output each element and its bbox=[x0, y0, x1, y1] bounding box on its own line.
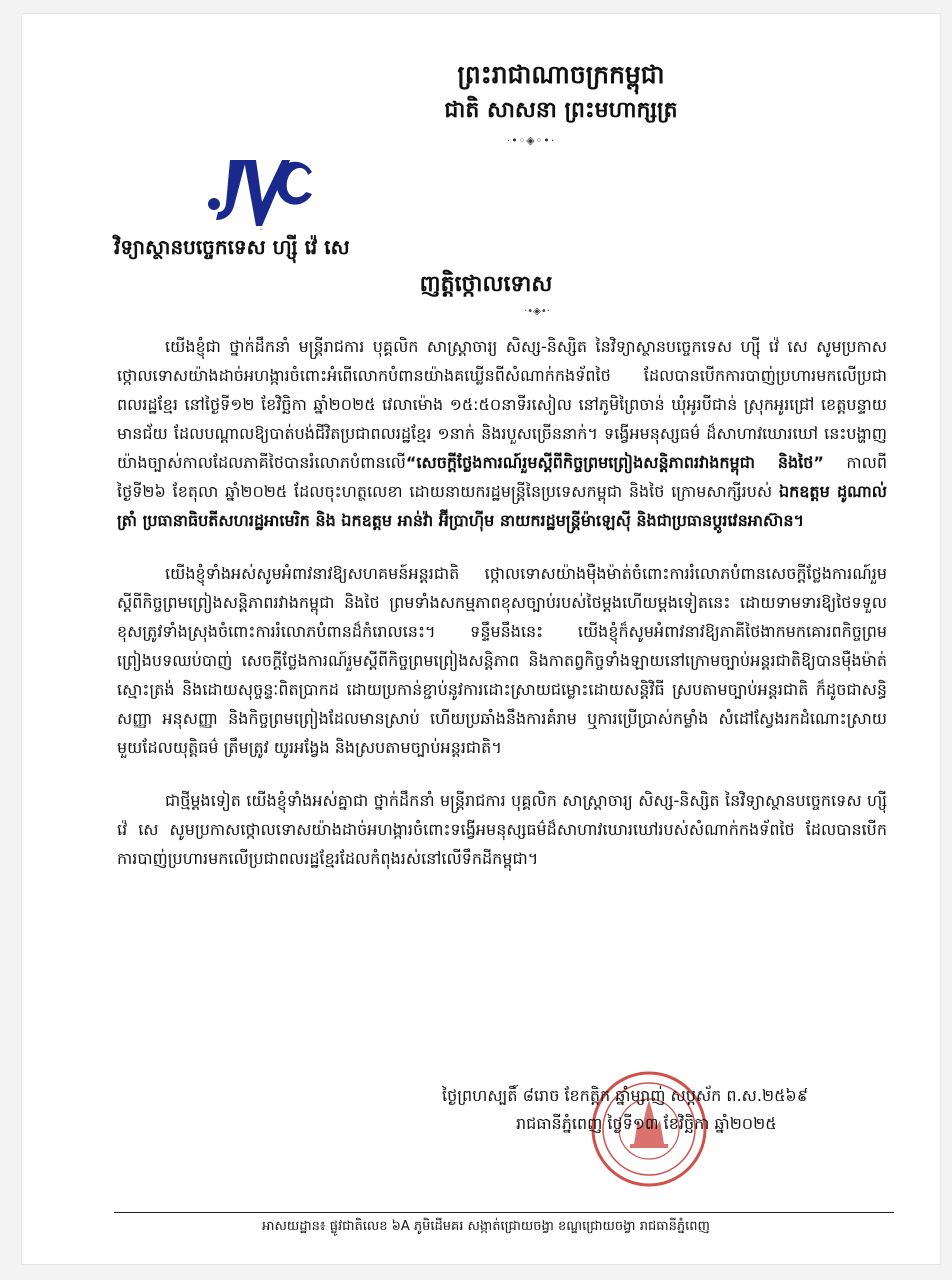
paragraph-2: យើងខ្ញុំទាំងអស់សូមអំពាវនាវឱ្យសហគមន៍អន្តរជាតិ ថ្កោលទោសយ៉ាងម៉ឺងម៉ាត់ចំពោះការរំលោភបំពានសេចក្តីថ្លែងការណ៍រួមស្តីពីកិច្ចព្រមព្រៀងសន្តិភាពរវាងកម្ពុជា និងថៃ ព្រមទាំងសកម្មភាពខុសច្បាប់របស់ថៃម្តងហើយម្តងទៀតនេះ ដោយទាមទារឱ្យថៃទទួលខុសត្រូវទាំងស្រុងចំពោះការរំលោភបំពានដ៏កំរោលនេះ។ ទន្ទឹមនឹងនេះ យើងខ្ញុំក៏សូមអំពាវនាវឱ្យភាគីថៃងាកមកគោរពកិច្ចព្រមព្រៀងបទឈប់បាញ់ សេចក្តីថ្លែងការណ៍រួមស្តីពីកិច្ចព្រមព្រៀងសន្តិភាព និងកាតព្វកិច្ចទាំងឡាយនៅក្រោមច្បាប់អន្តរជាតិឱ្យបានម៉ឺងម៉ាត់ ស្មោះត្រង់ និងដោយសុច្ចន្ទៈពិតប្រាកដ ដោយប្រកាន់ខ្ជាប់នូវការដោះស្រាយជម្លោះដោយសន្តិវិធី ស្របតាមច្បាប់អន្តរជាតិ ក៏ដូចជាសន្ធិសញ្ញា អនុសញ្ញា និងកិច្ចព្រមព្រៀងដែលមានស្រាប់ ហើយប្រឆាំងនឹងការគំរាម ឬការប្រើប្រាស់កម្លាំង សំដៅស្វែងរកដំណោះស្រាយ មួយដែលយុត្តិធម៌ ត្រឹមត្រូវ យូរអង្វែង និងស្របតាមច្បាប់អន្តរជាតិ។ bbox=[117, 564, 887, 757]
institute-name: វិទ្យាស្ថានបច្ចេកទេស ហ្ស៊ី វ៉េ សេ bbox=[114, 235, 350, 259]
agreement-title: “សេចក្តីថ្លែងការណ៍រួមស្តីពីកិច្ចព្រមព្រៀងសន្តិភាពរវាងកម្ពុជា និងថៃ” bbox=[405, 453, 824, 472]
footer-divider bbox=[114, 1212, 894, 1213]
jvc-logo-icon bbox=[200, 150, 320, 232]
document-page bbox=[22, 14, 940, 1264]
lunar-date: ថ្ងៃព្រហស្បតិ៍ ៨រោច ខែកត្តិក ឆ្នាំម្សាញ់ សប្តស័ក ព.ស.២៥៦៩ bbox=[442, 1086, 809, 1105]
paragraph-1-continued: កាលពីថ្ងៃទី២៦ ខែតុលា ឆ្នាំ២០២៥ ដែលចុះហត្ថលេខា ដោយនាយករដ្ឋមន្ត្រីនៃប្រទេសកម្ពុជា និងថៃ ក្រោមសាក្សីរបស់ bbox=[117, 453, 887, 501]
paragraph-3: ជាថ្មីម្តងទៀត យើងខ្ញុំទាំងអស់គ្នាជា ថ្នាក់ដឹកនាំ មន្ត្រីរាជការ បុគ្គលិក សាស្ត្រាចារ្យ សិស្ស-និស្សិត នៃវិទ្យាស្ថានបច្ចេកទេស ហ្ស៊ី វ៉េ សេ សូមប្រកាសថ្កោលទោសយ៉ាងដាច់អហង្ការចំពោះទង្វើអមនុស្សធម៌ដ៏សាហាវឃោរឃៅរបស់សំណាក់កងទ័ពថៃ ដែលបានបើកការបាញ់ប្រហារមកលើប្រជាពលរដ្ឋខ្មែរដែលកំពុងរស់នៅលើទឹកដីកម្ពុជា។ bbox=[117, 791, 887, 868]
title-ornament: ·•◈•· bbox=[524, 306, 550, 317]
logo-text: JVC bbox=[260, 229, 264, 231]
footer-address: អាសយដ្ឋាន៖ ផ្លូវជាតិលេខ ៦A ភូមិដើមគរ សង្កាត់ជ្រោយចង្វា ខណ្ឌជ្រោយចង្វា រាជធានីភ្នំពេញ bbox=[262, 1219, 710, 1234]
witnesses: ឯកឧត្តម ដូណាល់ ត្រាំ ប្រធានាធិបតីសហរដ្ឋអាមេរិក និង ឯកឧត្តម អាន់វ៉ា អ៊ីប្រាហ៊ីម នាយករដ្ឋមន្ត្រីម៉ាឡេស៊ី និងជាប្រធានប្តូរវេនអាស៊ាន។ bbox=[117, 482, 887, 530]
document-body bbox=[117, 332, 887, 897]
national-motto: ជាតិ សាសនា ព្រះមហាក្សត្រ bbox=[444, 98, 678, 123]
paragraph-1-text: យើងខ្ញុំជា ថ្នាក់ដឹកនាំ មន្ត្រីរាជការ បុគ្គលិក សាស្ត្រាចារ្យ សិស្ស-និស្សិត នៃវិទ្យាស្ថានបច្ចេកទេស ហ្ស៊ី វ៉េ សេ សូមប្រកាសថ្កោលទោសយ៉ាងដាច់អហង្ការចំពោះអំពើលោកបំពានយ៉ាងគឃ្លើនពីសំណាក់កងទ័ពថៃ ដែលបានបើកការបាញ់ប្រហារមកលើប្រជាពលរដ្ឋខ្មែរ នៅថ្ងៃទី១២ ខែវិច្ឆិកា ឆ្នាំ២០២៥ វេលាម៉ោង ១៥:៥០នាទីរសៀល នៅភូមិព្រៃចាន់ ឃុំអូរបីជាន់ ស្រុកអូរជ្រៅ ខេត្តបន្ទាយមានជ័យ ដែលបណ្តាលឱ្យបាត់បង់ជីវិតប្រជាពលរដ្ឋខ្មែរ ១នាក់ និងរបួសច្រើននាក់។ ទង្វើអមនុស្សធម៌ ដ៏សាហាវឃោរឃៅ នេះបង្ហាញយ៉ាងច្បាស់កាលដែលភាគីថៃបានរំលោភបំពានលើ bbox=[117, 337, 887, 472]
document-title: ញត្តិថ្កោលទោស bbox=[419, 272, 553, 297]
kingdom-heading: ព្រះរាជាណាចក្រកម្ពុជា bbox=[457, 60, 665, 89]
header-ornament: ·•◦◈◦•· bbox=[506, 134, 556, 147]
paragraph-1 bbox=[117, 332, 887, 535]
place-and-date: រាជធានីភ្នំពេញ ថ្ងៃទី១៣ ខែវិច្ឆិកា ឆ្នាំ២០២៥ bbox=[516, 1114, 777, 1133]
signoff-block bbox=[442, 1082, 882, 1138]
